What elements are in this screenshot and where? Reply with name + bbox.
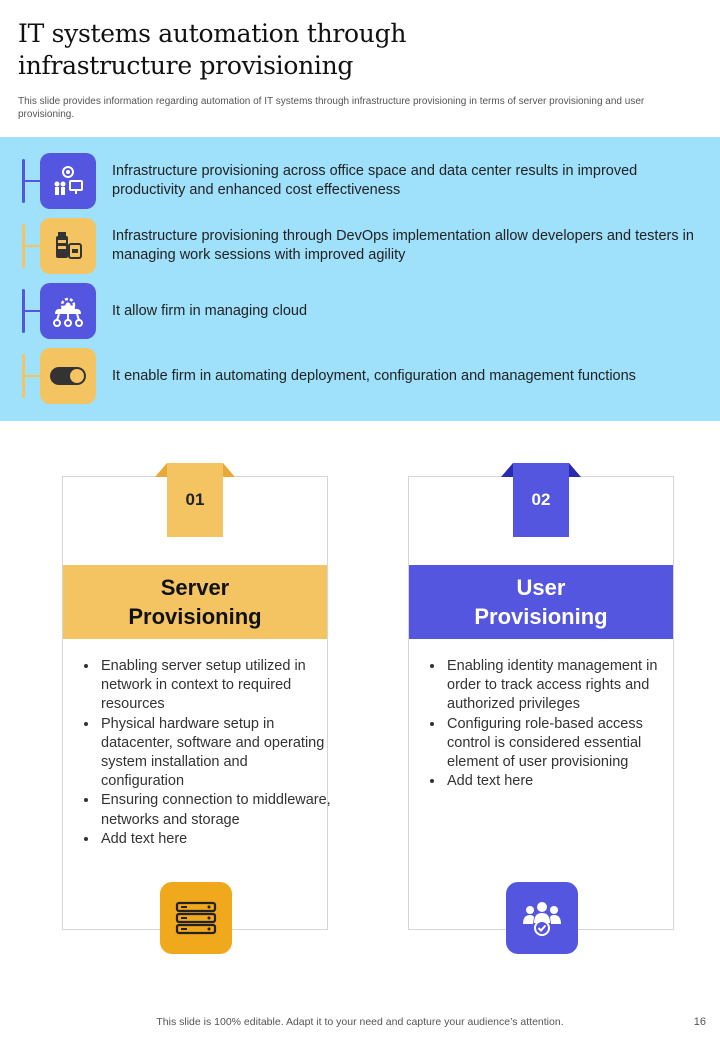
list-item: • Add text here — [445, 772, 677, 791]
card-heading-line2: Provisioning — [128, 604, 262, 629]
benefit-text: It enable firm in automating deployment, configuration and management functions — [112, 367, 636, 384]
slide-subtitle: This slide provides information regarding automation of IT systems through infrastructure provisioning in terms of server provisioning and user provisioning. — [18, 96, 645, 120]
card-bullet-list — [427, 657, 677, 791]
card-number: 01 — [167, 463, 223, 537]
benefit-row — [0, 218, 720, 274]
card-number-tab — [513, 463, 569, 537]
card-heading — [63, 565, 327, 639]
benefit-row — [0, 283, 720, 339]
benefits-band — [0, 137, 720, 421]
devops-tools-icon — [40, 218, 96, 274]
list-item: • Add text here — [99, 830, 331, 849]
page-number: 16 — [693, 1016, 706, 1028]
card-heading — [409, 565, 673, 639]
card-heading-line1: User — [516, 575, 566, 600]
list-item: • Enabling identity management in order to track access rights and authorized privileges — [445, 657, 677, 715]
benefit-row — [0, 153, 720, 209]
user-group-check-icon — [506, 882, 578, 954]
row-connector — [25, 310, 40, 312]
list-item: • Ensuring connection to middleware, networks and storage — [99, 791, 331, 829]
card-number-tab — [167, 463, 223, 537]
list-item: • Configuring role-based access control is considered essential element of user provisioning — [445, 715, 677, 773]
slide-title: IT systems automation through infrastructure provisioning — [18, 19, 407, 80]
benefit-row — [0, 348, 720, 404]
user-provisioning-card — [408, 476, 674, 930]
row-connector — [25, 375, 40, 377]
team-settings-icon — [40, 153, 96, 209]
row-connector — [25, 180, 40, 182]
card-heading-line2: Provisioning — [474, 604, 608, 629]
benefit-text: It allow firm in managing cloud — [112, 302, 308, 319]
list-item: • Enabling server setup utilized in network in context to required resources — [99, 657, 331, 715]
benefit-text: Infrastructure provisioning across office space and data center results in improved productivity and enhanced cost effectiveness — [112, 163, 638, 198]
card-heading-line1: Server — [160, 575, 230, 600]
card-number: 02 — [513, 463, 569, 537]
footer-note: This slide is 100% editable. Adapt it to your need and capture your audience’s attention. — [156, 1016, 564, 1028]
toggle-switch-icon — [40, 348, 96, 404]
card-bullet-list — [81, 657, 331, 849]
benefit-text: Infrastructure provisioning through DevOps implementation allow developers and testers in managing work sessions with improved agility — [112, 228, 694, 263]
server-provisioning-card — [62, 476, 331, 930]
list-item: • Physical hardware setup in datacenter, software and operating system installation and configuration — [99, 715, 331, 792]
cloud-network-icon — [40, 283, 96, 339]
server-rack-icon — [160, 882, 232, 954]
row-connector — [25, 245, 40, 247]
